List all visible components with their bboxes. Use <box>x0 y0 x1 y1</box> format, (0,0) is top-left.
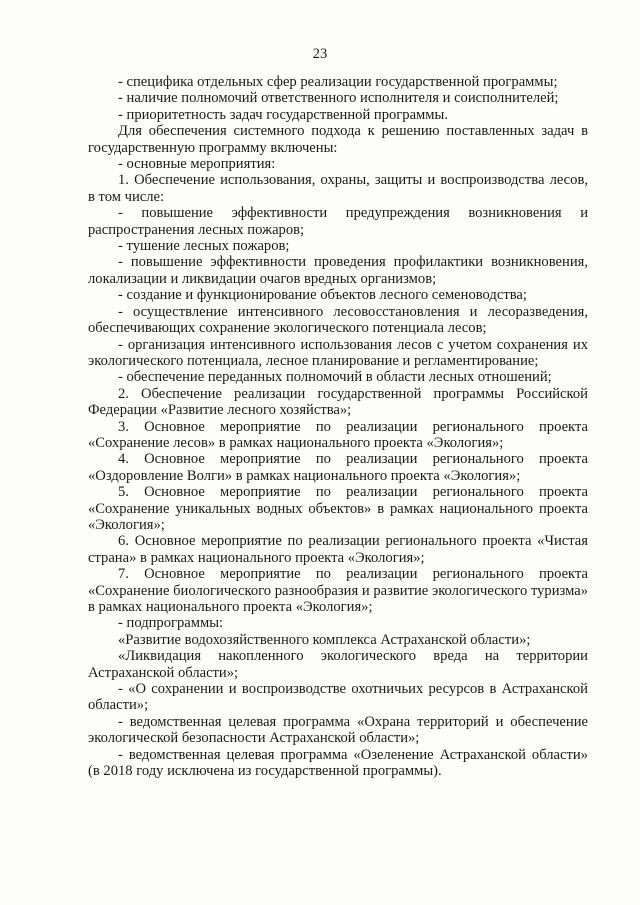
paragraph: - «О сохранении и воспроизводстве охотничьих ресурсов в Астраханской области»; <box>88 681 588 714</box>
paragraph: - повышение эффективности проведения профилактики возникновения, локализации и ликвидации очагов вредных организмов; <box>88 254 588 287</box>
paragraph: - подпрограммы: <box>118 615 224 632</box>
paragraph: - организация интенсивного использования лесов с учетом сохранения их экологического потенциала, лесное планирование и регламентирование; <box>88 336 588 369</box>
paragraph: 5. Основное мероприятие по реализации регионального проекта «Сохранение уникальных водных объектов» в рамках национального проекта «Экология»; <box>88 484 588 533</box>
paragraph: 1. Обеспечение использования, охраны, защиты и воспроизводства лесов, в том числе: <box>88 172 588 205</box>
paragraph: 7. Основное мероприятие по реализации регионального проекта «Сохранение биологического разнообразия и развитие экологического туризма» в рамках национального проекта «Экология»; <box>88 566 588 615</box>
paragraph: Для обеспечения системного подхода к решению поставленных задач в государственную программу включены: <box>88 123 588 156</box>
paragraph: 4. Основное мероприятие по реализации регионального проекта «Оздоровление Волги» в рамках национального проекта «Экология»; <box>88 451 588 484</box>
paragraph: - ведомственная целевая программа «Озеленение Астраханской области» (в 2018 году исключена из государственной программы). <box>88 746 588 780</box>
paragraph: - создание и функционирование объектов лесного семеноводства; <box>118 287 527 304</box>
paragraph: - основные мероприятия: <box>118 156 276 173</box>
paragraph: - приоритетность задач государственной программы. <box>118 106 448 123</box>
paragraph: - специфика отдельных сфер реализации государственной программы; <box>118 74 558 90</box>
paragraph: «Ликвидация накопленного экологического вреда на территории Астраханской области»; <box>88 648 588 681</box>
paragraph: - наличие полномочий ответственного исполнителя и соисполнителей; <box>118 90 559 107</box>
paragraph: - тушение лесных пожаров; <box>118 238 290 255</box>
paragraph: «Развитие водохозяйственного комплекса Астраханской области»; <box>118 631 531 648</box>
paragraph: - осуществление интенсивного лесовосстановления и лесоразведения, обеспечивающих сохранение экологического потенциала лесов; <box>88 303 588 337</box>
paragraph: - ведомственная целевая программа «Охрана территорий и обеспечение экологической безопасности Астраханской области»; <box>88 713 588 747</box>
body-text <box>88 74 588 779</box>
page-number: 23 <box>312 46 328 62</box>
paragraph: - повышение эффективности предупреждения возникновения и распространения лесных пожаров; <box>88 205 588 238</box>
paragraph: 2. Обеспечение реализации государственной программы Российской Федерации «Развитие лесного хозяйства»; <box>88 385 588 419</box>
paragraph: 3. Основное мероприятие по реализации регионального проекта «Сохранение лесов» в рамках национального проекта «Экология»; <box>88 418 588 451</box>
paragraph: 6. Основное мероприятие по реализации регионального проекта «Чистая страна» в рамках национального проекта «Экология»; <box>88 533 588 566</box>
paragraph: - обеспечение переданных полномочий в области лесных отношений; <box>118 369 552 386</box>
